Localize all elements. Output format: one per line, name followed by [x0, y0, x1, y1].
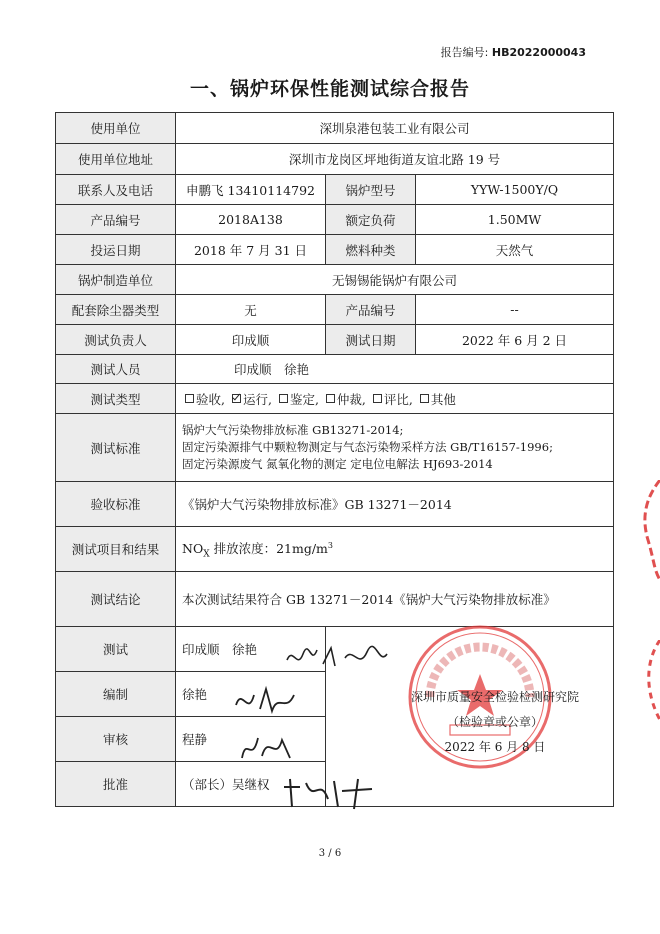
- checkbox-arbitration: [326, 394, 335, 403]
- checkbox-other: [420, 394, 429, 403]
- cell-review-label: 审核: [56, 717, 176, 762]
- cell-unit-value: 深圳泉港包装工业有限公司: [176, 113, 614, 144]
- option-other: 其他: [430, 391, 456, 407]
- edge-seal-fragment-2-icon: [634, 640, 660, 720]
- cell-test-date-label: 测试日期: [326, 325, 416, 355]
- edge-seal-fragment-icon: [634, 480, 660, 580]
- table-row: [56, 572, 614, 627]
- signature-approve-icon: [280, 773, 380, 813]
- table-row: [56, 144, 614, 175]
- cell-product-no-label: 产品编号: [56, 205, 176, 235]
- cell-type-label: 测试类型: [56, 384, 176, 414]
- cell-accept-value: 《锅炉大气污染物排放标准》GB 13271－2014: [176, 482, 614, 527]
- table-row: [56, 205, 614, 235]
- cell-leader-value: 印成顺: [176, 325, 326, 355]
- cell-fuel-label: 燃料种类: [326, 235, 416, 265]
- cell-product-no-value: 2018A138: [176, 205, 326, 235]
- cell-maker-label: 锅炉制造单位: [56, 265, 176, 295]
- signature-test-icon: [283, 640, 393, 675]
- page-number: 3 / 6: [318, 848, 342, 859]
- table-row: [56, 175, 614, 205]
- cell-address-value: 深圳市龙岗区坪地街道友谊北路 19 号: [176, 144, 614, 175]
- page-title: 一、锅炉环保性能测试综合报告: [189, 78, 470, 100]
- checkbox-appraisal: [279, 394, 288, 403]
- standard-line-1: 锅炉大气污染物排放标准 GB13271-2014;: [182, 423, 404, 437]
- table-row: [56, 295, 614, 325]
- cell-dust-value: 无: [176, 295, 326, 325]
- option-evaluation: 评比,: [383, 391, 413, 407]
- cell-model-value: YYW-1500Y/Q: [416, 175, 614, 205]
- cell-dust-no-label: 产品编号: [326, 295, 416, 325]
- option-acceptance: 验收,: [196, 391, 225, 407]
- cell-contact-value: 申鹏飞 13410114792: [176, 175, 326, 205]
- result-x-subscript: X: [203, 549, 210, 560]
- table-row: [56, 414, 614, 482]
- cell-result-value: [176, 527, 614, 572]
- cell-test-sign-label: 测试: [56, 627, 176, 672]
- cell-address-label: 使用单位地址: [56, 144, 176, 175]
- report-number-value: HB2022000043: [491, 46, 586, 59]
- cell-edit-name: 徐艳: [176, 672, 326, 717]
- cell-conclusion-value: 本次测试结果符合 GB 13271－2014《锅炉大气污染物排放标准》: [176, 572, 614, 627]
- institution-block: [397, 685, 593, 760]
- cell-model-label: 锅炉型号: [326, 175, 416, 205]
- checkbox-evaluation: [373, 394, 382, 403]
- checkbox-acceptance: [185, 394, 194, 403]
- cell-conclusion-label: 测试结论: [56, 572, 176, 627]
- cell-standard-label: 测试标准: [56, 414, 176, 482]
- cell-fuel-value: 天然气: [416, 235, 614, 265]
- cell-leader-label: 测试负责人: [56, 325, 176, 355]
- cell-maker-value: 无锡锡能锅炉有限公司: [176, 265, 614, 295]
- result-superscript: 3: [327, 540, 334, 550]
- cell-unit-label: 使用单位: [56, 113, 176, 144]
- cell-start-date-label: 投运日期: [56, 235, 176, 265]
- cell-staff-label: 测试人员: [56, 355, 176, 384]
- cell-dust-no-value: --: [416, 295, 614, 325]
- cell-dust-label: 配套除尘器类型: [56, 295, 176, 325]
- checkbox-operation-checked: [232, 394, 241, 403]
- institution-name: 深圳市质量安全检验检测研究院: [410, 690, 579, 704]
- cell-result-label: 测试项目和结果: [56, 527, 176, 572]
- cell-test-sign-names: 印成顺 徐艳: [176, 627, 326, 672]
- cell-test-date-value: 2022 年 6 月 2 日: [416, 325, 614, 355]
- report-number: [441, 44, 586, 60]
- table-row: [56, 325, 614, 355]
- cell-edit-label: 编制: [56, 672, 176, 717]
- cell-review-name: 程静: [176, 717, 326, 762]
- institution-seal-note: （检验章或公章）: [446, 715, 543, 729]
- option-operation: 运行,: [242, 391, 272, 407]
- option-arbitration: 仲裁,: [336, 391, 366, 407]
- option-appraisal: 鉴定,: [289, 391, 319, 407]
- report-number-label: 报告编号:: [440, 46, 489, 59]
- cell-start-date-value: 2018 年 7 月 31 日: [176, 235, 326, 265]
- signature-review-icon: [236, 728, 296, 768]
- result-text: 排放浓度：21mg/m: [209, 540, 328, 556]
- cell-standard-value: [176, 414, 614, 482]
- signature-edit-icon: [230, 683, 300, 721]
- table-row: [56, 113, 614, 144]
- result-no: NO: [182, 540, 204, 556]
- cell-rated-load-label: 额定负荷: [326, 205, 416, 235]
- institution-date: 2022 年 6 月 8 日: [444, 740, 546, 754]
- standard-line-2: 固定污染源排气中颗粒物测定与气态污染物采样方法 GB/T16157-1996;: [182, 440, 553, 454]
- table-row: [56, 355, 614, 384]
- table-row: [56, 384, 614, 414]
- table-row: [56, 527, 614, 572]
- cell-type-options: [176, 384, 614, 414]
- cell-accept-label: 验收标准: [56, 482, 176, 527]
- standard-line-3: 固定污染源废气 氮氧化物的测定 定电位电解法 HJ693-2014: [182, 457, 493, 471]
- table-row: [56, 235, 614, 265]
- cell-approve-label: 批准: [56, 762, 176, 807]
- table-row: [56, 265, 614, 295]
- table-row: [56, 482, 614, 527]
- cell-staff-value: 印成顺 徐艳: [176, 355, 614, 384]
- cell-contact-label: 联系人及电话: [56, 175, 176, 205]
- cell-rated-load-value: 1.50MW: [416, 205, 614, 235]
- cell-approve-name: （部长）吴继权: [176, 762, 326, 807]
